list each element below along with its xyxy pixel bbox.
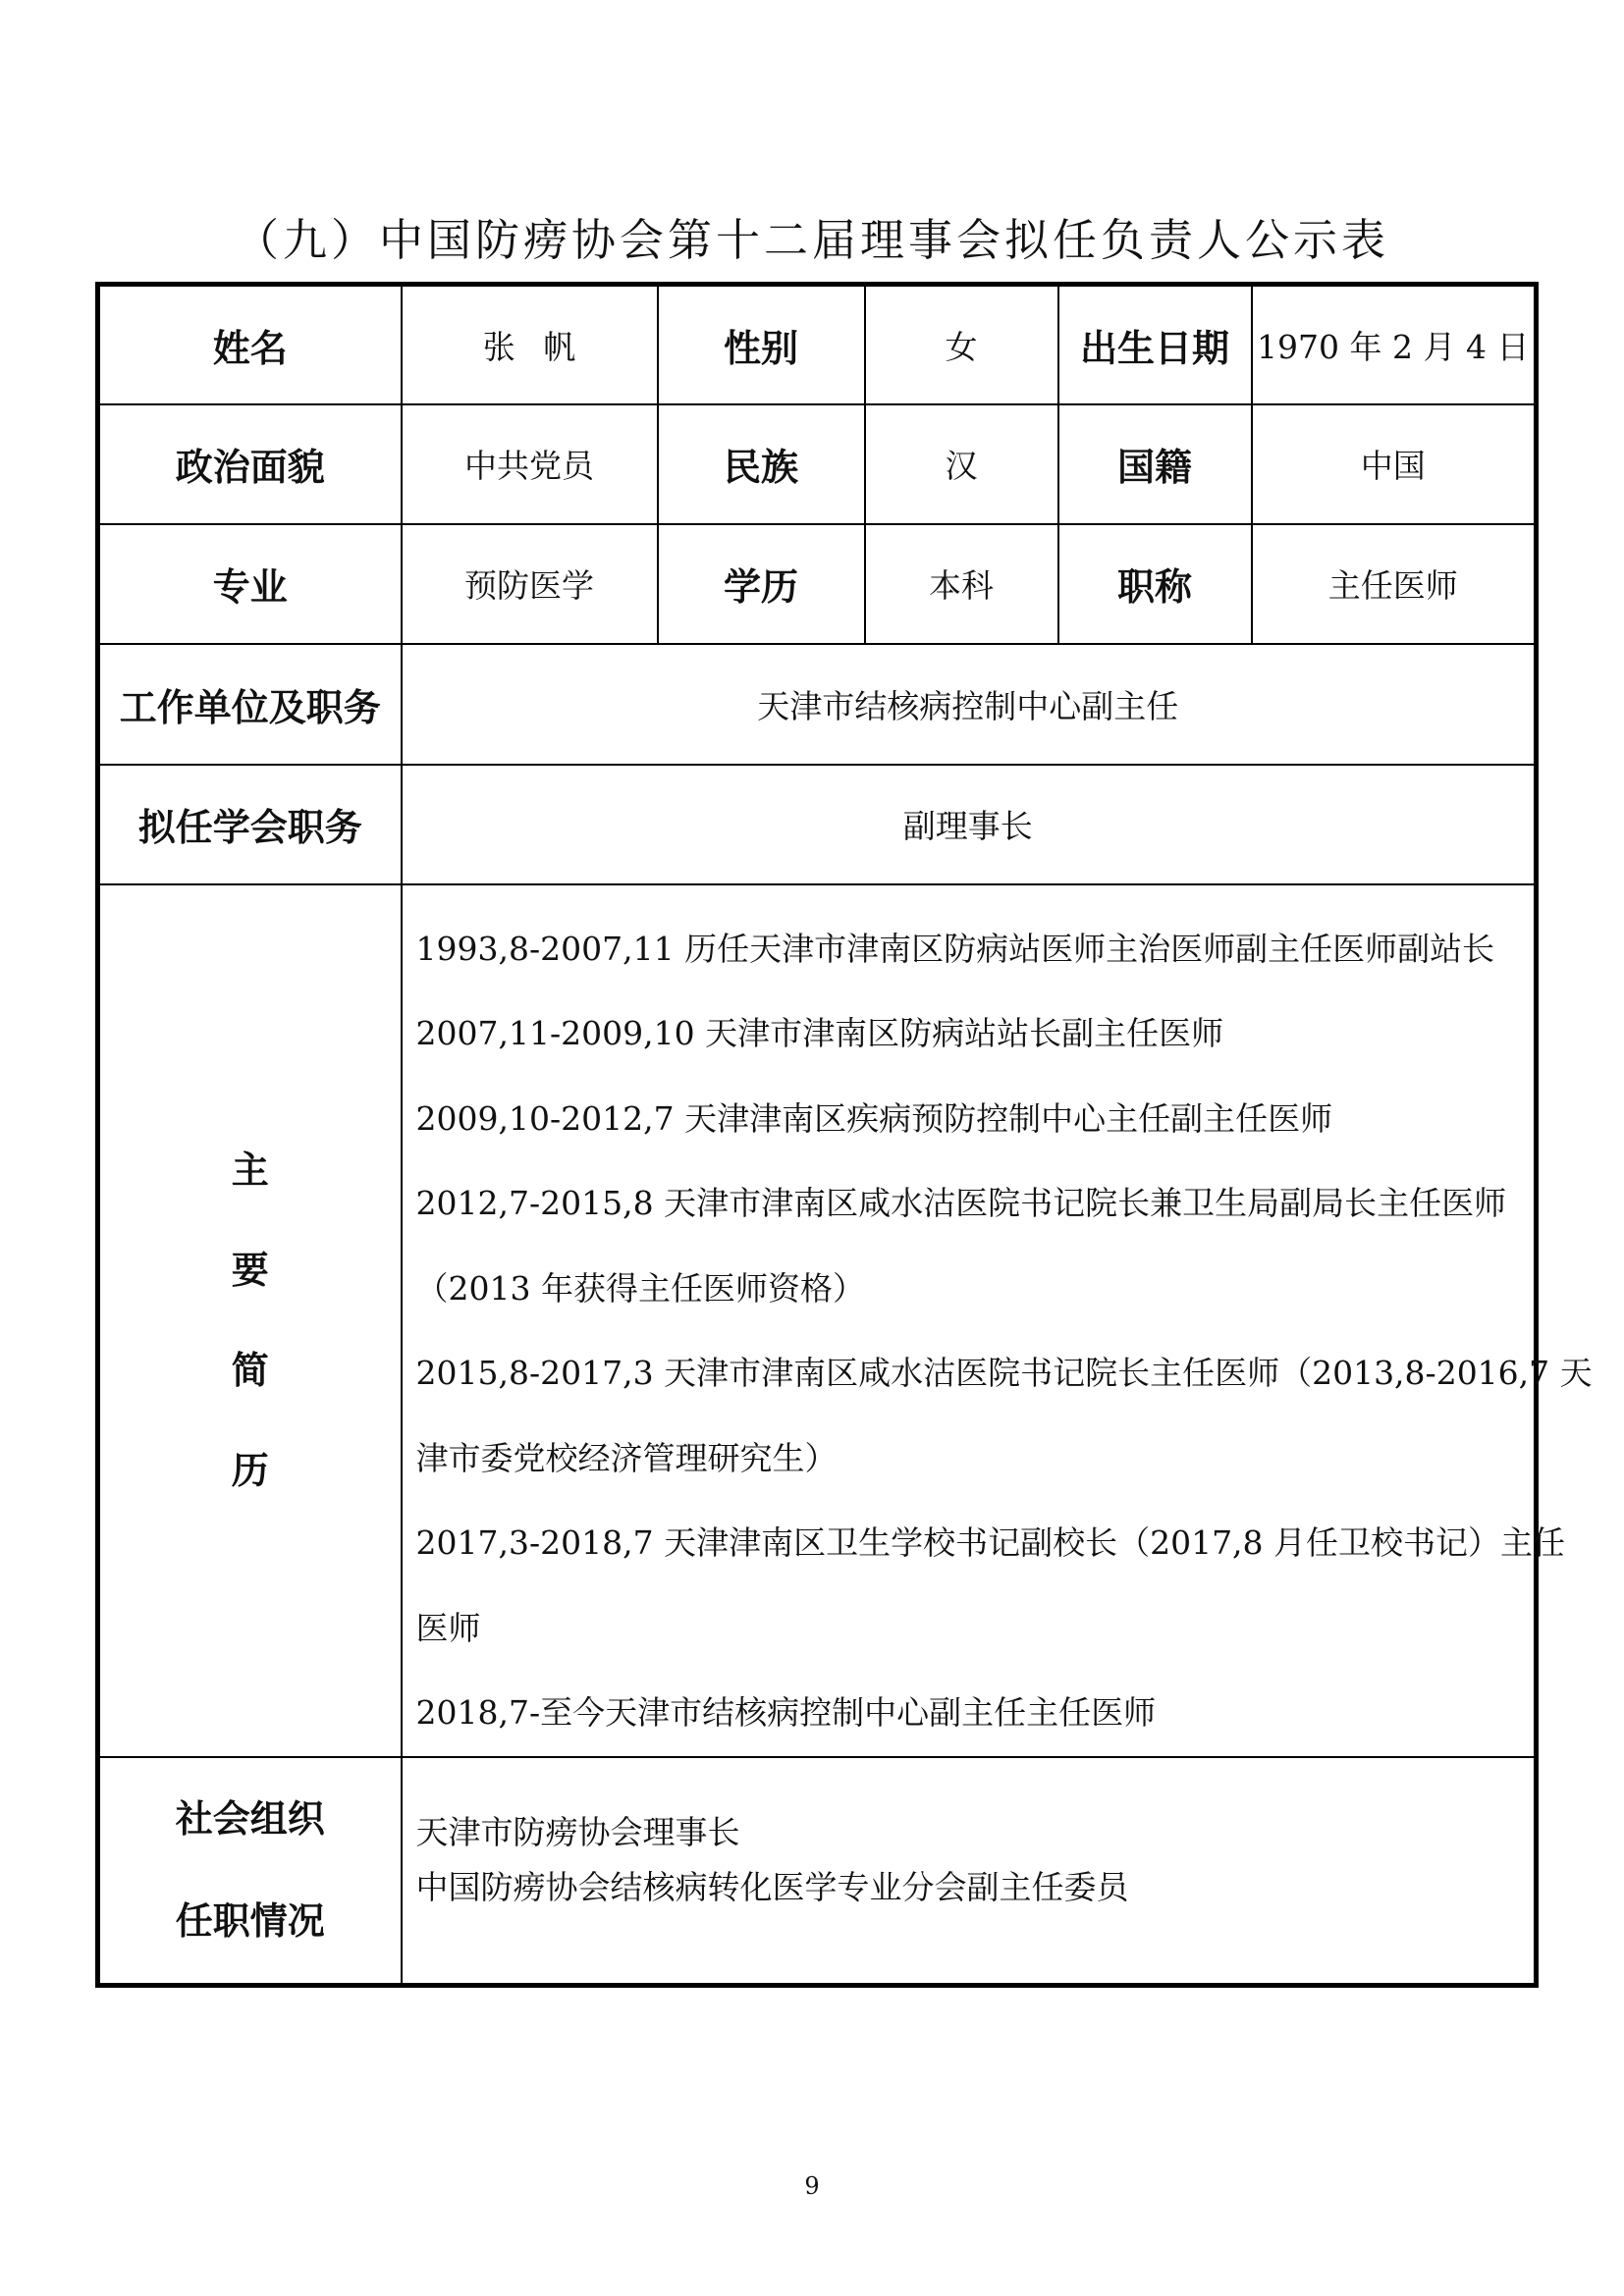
resume-line: 2012,7-2015,8 天津市津南区咸水沽医院书记院长兼卫生局副局长主任医师 [415, 1184, 1507, 1222]
political-status-label: 政治面貌 [98, 404, 402, 524]
resume-line: 2007,11-2009,10 天津市津南区防病站站长副主任医师 [415, 1014, 1224, 1052]
resume-line: 2009,10-2012,7 天津津南区疾病预防控制中心主任副主任医师 [415, 1098, 1333, 1138]
resume-label-char: 主 [231, 1148, 269, 1192]
table-row [98, 765, 1537, 884]
resume-line: （2013 年获得主任医师资格） [415, 1268, 865, 1308]
nationality-value: 中国 [1252, 404, 1537, 524]
resume-label [98, 884, 402, 1757]
gender-value: 女 [865, 285, 1058, 404]
professional-title-label: 职称 [1058, 524, 1252, 644]
political-status-value: 中共党员 [402, 404, 658, 524]
table-row [98, 884, 1537, 1757]
table-row [98, 524, 1537, 644]
professional-title-value: 主任医师 [1252, 524, 1537, 644]
education-label: 学历 [658, 524, 865, 644]
resume-line: 1993,8-2007,11 历任天津市津南区防病站医师主治医师副主任医师副站长 [415, 929, 1495, 968]
work-unit-value: 天津市结核病控制中心副主任 [402, 644, 1537, 765]
page-title: （九）中国防痨协会第十二届理事会拟任负责人公示表 [234, 214, 1389, 266]
resume-label-char: 历 [231, 1449, 269, 1492]
birth-date-value: 1970 年 2 月 4 日 [1252, 285, 1537, 404]
gender-label: 性别 [658, 285, 865, 404]
resume-line: 2015,8-2017,3 天津市津南区咸水沽医院书记院长主任医师（2013,8-2016,7 天 [415, 1354, 1593, 1392]
resume-line: 津市委党校经济管理研究生） [415, 1438, 838, 1477]
major-label: 专业 [98, 524, 402, 644]
ethnicity-label: 民族 [658, 404, 865, 524]
education-value: 本科 [865, 524, 1058, 644]
resume-line: 2018,7-至今天津市结核病控制中心副主任主任医师 [415, 1693, 1157, 1732]
social-label-line: 任职情况 [175, 1899, 325, 1944]
work-unit-label: 工作单位及职务 [98, 644, 402, 765]
table-row [98, 644, 1537, 765]
table-row [98, 285, 1537, 404]
social-position-line: 中国防痨协会结核病转化医学专业分会副主任委员 [415, 1867, 1129, 1906]
resume-line: 医师 [415, 1608, 481, 1647]
resume-line: 2017,3-2018,7 天津津南区卫生学校书记副校长（2017,8 月任卫校书记）主任 [415, 1523, 1566, 1562]
name-label: 姓名 [98, 285, 402, 404]
resume-label-char: 要 [231, 1249, 269, 1292]
major-value: 预防医学 [402, 524, 658, 644]
personnel-table [95, 282, 1593, 1988]
social-label-line: 社会组织 [175, 1797, 325, 1842]
proposed-post-label: 拟任学会职务 [98, 765, 402, 884]
social-position-line: 天津市防痨协会理事长 [415, 1812, 740, 1851]
page-number: 9 [804, 2172, 820, 2200]
birth-date-label: 出生日期 [1058, 285, 1252, 404]
social-positions-label [98, 1757, 402, 1986]
resume-content [402, 884, 1593, 1757]
table-row [98, 1757, 1537, 1986]
name-value: 张 帆 [402, 285, 658, 404]
proposed-post-value: 副理事长 [402, 765, 1537, 884]
nationality-label: 国籍 [1058, 404, 1252, 524]
ethnicity-value: 汉 [865, 404, 1058, 524]
resume-label-char: 简 [231, 1349, 269, 1392]
social-positions-content [402, 1757, 1537, 1986]
table-row [98, 404, 1537, 524]
